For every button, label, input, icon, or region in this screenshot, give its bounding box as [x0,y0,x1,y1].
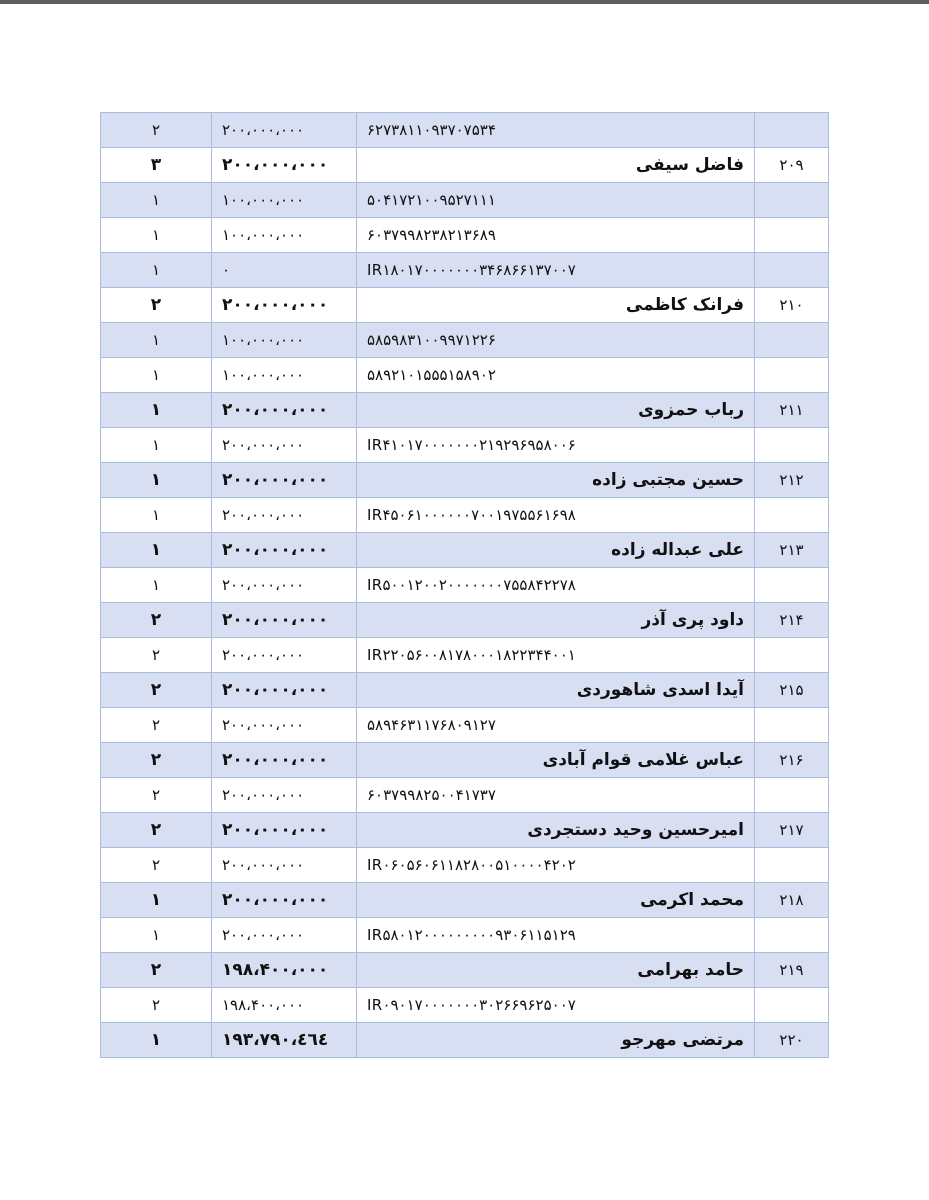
amount-cell: ۲۰۰،۰۰۰،۰۰۰ [212,918,357,953]
amount-cell: ۰ [212,253,357,288]
name-cell: رباب حمزوی [357,393,755,428]
count-cell: ۲ [101,778,212,813]
account-row [101,708,829,743]
account-row [101,918,829,953]
count-cell: ۲ [101,638,212,673]
count-cell: ۱ [101,218,212,253]
count-cell: ۲ [101,603,212,638]
name-cell: محمد اکرمی [357,883,755,918]
account-cell: IR۲۲۰۵۶۰۰۸۱۷۸۰۰۰۱۸۲۲۳۴۴۰۰۱ [357,638,755,673]
row-number-cell [755,918,829,953]
count-cell: ۱ [101,393,212,428]
person-row [101,288,829,323]
account-cell: IR۰۹۰۱۷۰۰۰۰۰۰۰۳۰۲۶۶۹۶۲۵۰۰۷ [357,988,755,1023]
person-row [101,743,829,778]
account-cell: ۶۰۳۷۹۹۸۲۳۸۲۱۳۶۸۹ [357,218,755,253]
amount-cell: ۲۰۰،۰۰۰،۰۰۰ [212,463,357,498]
amount-cell: ۲۰۰،۰۰۰،۰۰۰ [212,113,357,148]
account-row [101,218,829,253]
count-cell: ۱ [101,463,212,498]
account-row [101,568,829,603]
person-row [101,393,829,428]
account-cell: IR۰۶۰۵۶۰۶۱۱۸۲۸۰۰۵۱۰۰۰۰۴۲۰۲ [357,848,755,883]
count-cell: ۱ [101,568,212,603]
row-number-cell: ۲۱۲ [755,463,829,498]
row-number-cell: ۲۰۹ [755,148,829,183]
account-cell: IR۴۵۰۶۱۰۰۰۰۰۰۷۰۰۱۹۷۵۵۶۱۶۹۸ [357,498,755,533]
count-cell: ۲ [101,953,212,988]
row-number-cell [755,323,829,358]
count-cell: ۲ [101,988,212,1023]
account-cell: ۶۲۷۳۸۱۱۰۹۳۷۰۷۵۳۴ [357,113,755,148]
account-cell: IR۵۸۰۱۲۰۰۰۰۰۰۰۰۰۹۳۰۶۱۱۵۱۲۹ [357,918,755,953]
row-number-cell [755,778,829,813]
name-cell: عباس غلامی قوام آبادی [357,743,755,778]
account-cell: IR۴۱۰۱۷۰۰۰۰۰۰۰۲۱۹۲۹۶۹۵۸۰۰۶ [357,428,755,463]
amount-cell: ۱۹۸،۴۰۰،۰۰۰ [212,953,357,988]
count-cell: ۲ [101,813,212,848]
count-cell: ۲ [101,113,212,148]
row-number-cell [755,498,829,533]
person-row [101,533,829,568]
amount-cell: ۲۰۰،۰۰۰،۰۰۰ [212,743,357,778]
count-cell: ۱ [101,533,212,568]
person-row [101,883,829,918]
account-row [101,638,829,673]
row-number-cell: ۲۱۷ [755,813,829,848]
row-number-cell [755,253,829,288]
person-row [101,953,829,988]
count-cell: ۱ [101,918,212,953]
account-row [101,113,829,148]
amount-cell: ۱۹۸،۴۰۰،۰۰۰ [212,988,357,1023]
count-cell: ۱ [101,323,212,358]
name-cell: امیرحسین وحید دستجردی [357,813,755,848]
count-cell: ۳ [101,148,212,183]
amount-cell: ۲۰۰،۰۰۰،۰۰۰ [212,883,357,918]
amount-cell: ۲۰۰،۰۰۰،۰۰۰ [212,568,357,603]
amount-cell: ۲۰۰،۰۰۰،۰۰۰ [212,708,357,743]
row-number-cell [755,638,829,673]
account-row [101,988,829,1023]
row-number-cell: ۲۱۵ [755,673,829,708]
amount-cell: ۲۰۰،۰۰۰،۰۰۰ [212,638,357,673]
account-row [101,428,829,463]
count-cell: ۱ [101,358,212,393]
account-row [101,183,829,218]
count-cell: ۱ [101,428,212,463]
amount-cell: ۱۰۰،۰۰۰،۰۰۰ [212,218,357,253]
amount-cell: ۲۰۰،۰۰۰،۰۰۰ [212,533,357,568]
count-cell: ۱ [101,253,212,288]
person-row [101,813,829,848]
name-cell: مرتضی مهرجو [357,1023,755,1058]
amount-cell: ۱۰۰،۰۰۰،۰۰۰ [212,323,357,358]
row-number-cell [755,358,829,393]
name-cell: حسین مجتبی زاده [357,463,755,498]
row-number-cell [755,428,829,463]
account-row [101,848,829,883]
row-number-cell [755,708,829,743]
account-cell: IR۱۸۰۱۷۰۰۰۰۰۰۰۳۴۶۸۶۶۱۳۷۰۰۷ [357,253,755,288]
top-edge-bar [0,0,929,4]
account-row [101,323,829,358]
name-cell: فرانک کاظمی [357,288,755,323]
table-body [101,113,829,1058]
amount-cell: ۲۰۰،۰۰۰،۰۰۰ [212,498,357,533]
account-cell: ۵۰۴۱۷۲۱۰۰۹۵۲۷۱۱۱ [357,183,755,218]
row-number-cell: ۲۱۶ [755,743,829,778]
account-row [101,253,829,288]
row-number-cell: ۲۱۴ [755,603,829,638]
amount-cell: ۲۰۰،۰۰۰،۰۰۰ [212,148,357,183]
account-row [101,358,829,393]
amount-cell: ۲۰۰،۰۰۰،۰۰۰ [212,778,357,813]
amount-cell: ۲۰۰،۰۰۰،۰۰۰ [212,603,357,638]
count-cell: ۱ [101,1023,212,1058]
account-cell: ۶۰۳۷۹۹۸۲۵۰۰۴۱۷۳۷ [357,778,755,813]
amount-cell: ۲۰۰،۰۰۰،۰۰۰ [212,288,357,323]
amount-cell: ۱۹۳،۷۹۰،٤٦٤ [212,1023,357,1058]
row-number-cell: ۲۲۰ [755,1023,829,1058]
person-row [101,603,829,638]
person-row [101,148,829,183]
row-number-cell: ۲۱۰ [755,288,829,323]
name-cell: فاضل سیفی [357,148,755,183]
row-number-cell: ۲۱۳ [755,533,829,568]
amount-cell: ۲۰۰،۰۰۰،۰۰۰ [212,848,357,883]
name-cell: حامد بهرامی [357,953,755,988]
count-cell: ۱ [101,183,212,218]
amount-cell: ۲۰۰،۰۰۰،۰۰۰ [212,673,357,708]
row-number-cell [755,988,829,1023]
row-number-cell [755,113,829,148]
row-number-cell [755,848,829,883]
row-number-cell [755,218,829,253]
count-cell: ۲ [101,743,212,778]
payments-table [100,112,829,1058]
count-cell: ۲ [101,708,212,743]
amount-cell: ۱۰۰،۰۰۰،۰۰۰ [212,358,357,393]
person-row [101,463,829,498]
count-cell: ۱ [101,498,212,533]
row-number-cell: ۲۱۹ [755,953,829,988]
row-number-cell [755,568,829,603]
row-number-cell: ۲۱۸ [755,883,829,918]
count-cell: ۲ [101,673,212,708]
name-cell: آیدا اسدی شاهوردی [357,673,755,708]
amount-cell: ۲۰۰،۰۰۰،۰۰۰ [212,813,357,848]
amount-cell: ۲۰۰،۰۰۰،۰۰۰ [212,428,357,463]
count-cell: ۲ [101,848,212,883]
account-cell: IR۵۰۰۱۲۰۰۲۰۰۰۰۰۰۰۷۵۵۸۴۲۲۷۸ [357,568,755,603]
name-cell: علی عبداله زاده [357,533,755,568]
row-number-cell: ۲۱۱ [755,393,829,428]
count-cell: ۱ [101,883,212,918]
amount-cell: ۲۰۰،۰۰۰،۰۰۰ [212,393,357,428]
person-row [101,673,829,708]
name-cell: داود پری آذر [357,603,755,638]
amount-cell: ۱۰۰،۰۰۰،۰۰۰ [212,183,357,218]
account-cell: ۵۸۵۹۸۳۱۰۰۹۹۷۱۲۲۶ [357,323,755,358]
account-cell: ۵۸۹۴۶۳۱۱۷۶۸۰۹۱۲۷ [357,708,755,743]
account-row [101,498,829,533]
account-cell: ۵۸۹۲۱۰۱۵۵۵۱۵۸۹۰۲ [357,358,755,393]
count-cell: ۲ [101,288,212,323]
person-row [101,1023,829,1058]
account-row [101,778,829,813]
row-number-cell [755,183,829,218]
